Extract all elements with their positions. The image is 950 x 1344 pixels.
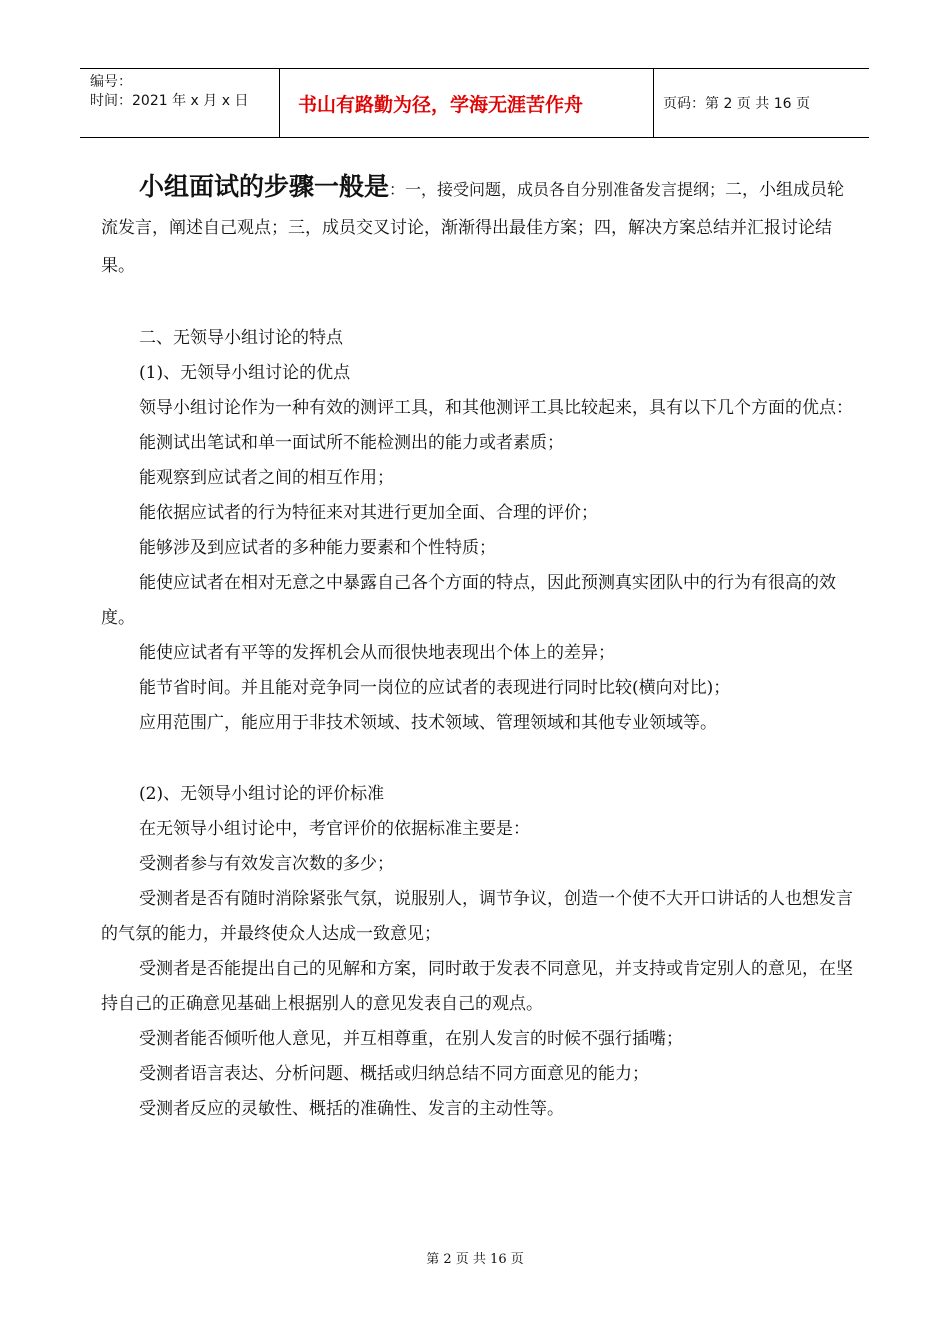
document-body (101, 168, 853, 1127)
advantage-item: 应用范围广，能应用于非技术领域、技术领域、管理领域和其他专业领域等。 (139, 713, 717, 733)
criteria-item: 受测者反应的灵敏性、概括的准确性、发言的主动性等。 (139, 1099, 564, 1119)
advantages-intro: 领导小组讨论作为一种有效的测评工具，和其他测评工具比较起来，具有以下几个方面的优点： (139, 398, 853, 418)
intro-title: 小组面试的步骤一般是 (139, 172, 390, 201)
spacer (101, 741, 853, 777)
intro-paragraph (101, 168, 853, 285)
number-label: 编号： (90, 74, 132, 90)
header-motto: 书山有路勤为径，学海无涯苦作舟 (280, 69, 654, 137)
advantage-item: 能够涉及到应试者的多种能力要素和个性特质； (139, 538, 496, 558)
intro-text-line1: ：一，接受问题，成员各自分别准备发言提纲； (389, 180, 726, 199)
criteria-item: 受测者是否有随时消除紧张气氛，说服别人，调节争议，创造一个使不大开口讲话的人也想发言的气氛的能力，并最终使众人达成一致意见； (101, 889, 853, 944)
advantage-item: 能观察到应试者之间的相互作用； (139, 468, 394, 488)
subsection-heading-criteria: (2)、无领导小组讨论的评价标准 (139, 784, 385, 804)
criteria-item: 受测者语言表达、分析问题、概括或归纳总结不同方面意见的能力； (139, 1064, 649, 1084)
advantage-item: 能节省时间。并且能对竞争同一岗位的应试者的表现进行同时比较(横向对比)； (139, 678, 731, 698)
header-meta (80, 69, 280, 137)
spacer (101, 285, 853, 321)
header-page-info: 页码：第 2 页 共 16 页 (663, 96, 810, 112)
subsection-heading-advantages: (1)、无领导小组讨论的优点 (139, 363, 351, 383)
criteria-intro: 在无领导小组讨论中，考官评价的依据标准主要是： (139, 819, 530, 839)
advantage-item: 能使应试者有平等的发挥机会从而很快地表现出个体上的差异； (139, 643, 615, 663)
date-label: 时间：2021 年 x 月 x 日 (90, 93, 249, 109)
advantage-item: 能测试出笔试和单一面试所不能检测出的能力或者素质； (139, 433, 564, 453)
criteria-item: 受测者参与有效发言次数的多少； (139, 854, 394, 874)
criteria-item: 受测者能否倾听他人意见，并互相尊重，在别人发言的时候不强行插嘴； (139, 1029, 683, 1049)
advantage-item: 能使应试者在相对无意之中暴露自己各个方面的特点，因此预测真实团队中的行为有很高的效度。 (101, 573, 836, 628)
page-header (80, 68, 869, 138)
intro-text-rest: 二，小组成员轮流发言，阐述自己观点；三，成员交叉讨论，渐渐得出最佳方案；四，解决方案总结并汇报讨论结果。 (101, 180, 845, 276)
criteria-item: 受测者是否能提出自己的见解和方案，同时敢于发表不同意见，并支持或肯定别人的意见，在坚持自己的正确意见基础上根据别人的意见发表自己的观点。 (101, 959, 853, 1014)
section-heading: 二、无领导小组讨论的特点 (139, 328, 343, 348)
advantage-item: 能依据应试者的行为特征来对其进行更加全面、合理的评价； (139, 503, 598, 523)
page-footer: 第 2 页 共 16 页 (426, 1252, 524, 1267)
